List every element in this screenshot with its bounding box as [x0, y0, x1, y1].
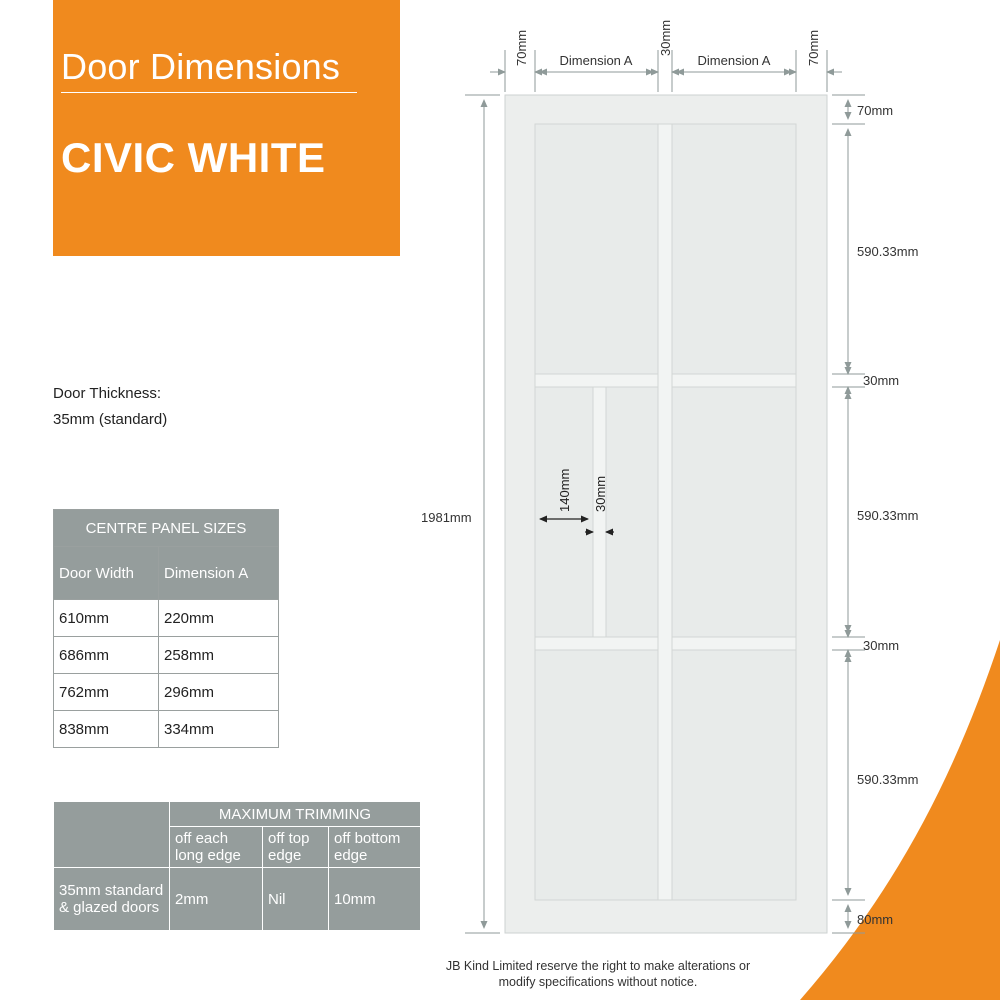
panel-top-right [672, 124, 796, 374]
dim-label-rail-lower: 30mm [863, 638, 900, 653]
dim-label-bottom-rail: 80mm [857, 912, 894, 927]
door-width-cell: 838mm [54, 711, 159, 748]
disclaimer-line-2: modify specifications without notice. [498, 975, 698, 989]
col-top-edge-header: off top edge [263, 827, 329, 868]
door-thickness-value: 35mm (standard) [53, 411, 168, 428]
col-bottom-edge-header: off bottom edge [329, 827, 421, 868]
door-thickness-label: Door Thickness: [53, 385, 162, 402]
dim-label-overall-height: 1981mm [421, 510, 472, 525]
door-width-cell: 686mm [54, 637, 159, 674]
dim-label-inner-panel: 140mm [557, 468, 572, 512]
panel-middle-right [672, 387, 796, 637]
col-door-width-header: Door Width [54, 547, 159, 600]
door-width-cell: 610mm [54, 600, 159, 637]
dim-label-panel-lower: 590.33mm [857, 772, 919, 787]
door [505, 95, 827, 933]
dimension-a-cell: 258mm [159, 637, 279, 674]
dimension-a-cell: 220mm [159, 600, 279, 637]
door-width-cell: 762mm [54, 674, 159, 711]
top-edge-value: Nil [263, 868, 329, 931]
disclaimer-note [433, 958, 763, 990]
dim-label-dimension-a-right: Dimension A [697, 53, 771, 68]
panel-bottom-left [535, 650, 658, 900]
panel-middle-inner-right [606, 387, 658, 637]
trim-table-title: MAXIMUM TRIMMING [170, 802, 421, 827]
dim-label-left-stile: 70mm [514, 29, 529, 66]
col-long-edge-header: off each long edge [170, 827, 263, 868]
dim-label-dimension-a-left: Dimension A [559, 53, 633, 68]
panel-bottom-right [672, 650, 796, 900]
trim-row-label: 35mm standard & glazed doors [54, 868, 170, 931]
centre-panel-table-title: CENTRE PANEL SIZES [54, 510, 279, 547]
dim-label-panel-upper: 590.33mm [857, 244, 919, 259]
dimension-a-cell: 334mm [159, 711, 279, 748]
col-dimension-a-header: Dimension A [159, 547, 279, 600]
disclaimer-line-1: JB Kind Limited reserve the right to make alterations or [445, 959, 751, 973]
dim-label-inner-bar: 30mm [593, 475, 608, 512]
product-name: CIVIC WHITE [61, 134, 326, 181]
dim-label-rail-upper: 30mm [863, 373, 900, 388]
long-edge-value: 2mm [170, 868, 263, 931]
dimension-a-cell: 296mm [159, 674, 279, 711]
page-title: Door Dimensions [61, 46, 341, 87]
panel-top-left [535, 124, 658, 374]
dim-label-panel-middle: 590.33mm [857, 508, 919, 523]
dim-label-centre-mullion: 30mm [658, 19, 673, 56]
bottom-edge-value: 10mm [329, 868, 421, 931]
dim-label-top-rail: 70mm [857, 103, 894, 118]
dim-label-right-stile: 70mm [806, 29, 821, 66]
